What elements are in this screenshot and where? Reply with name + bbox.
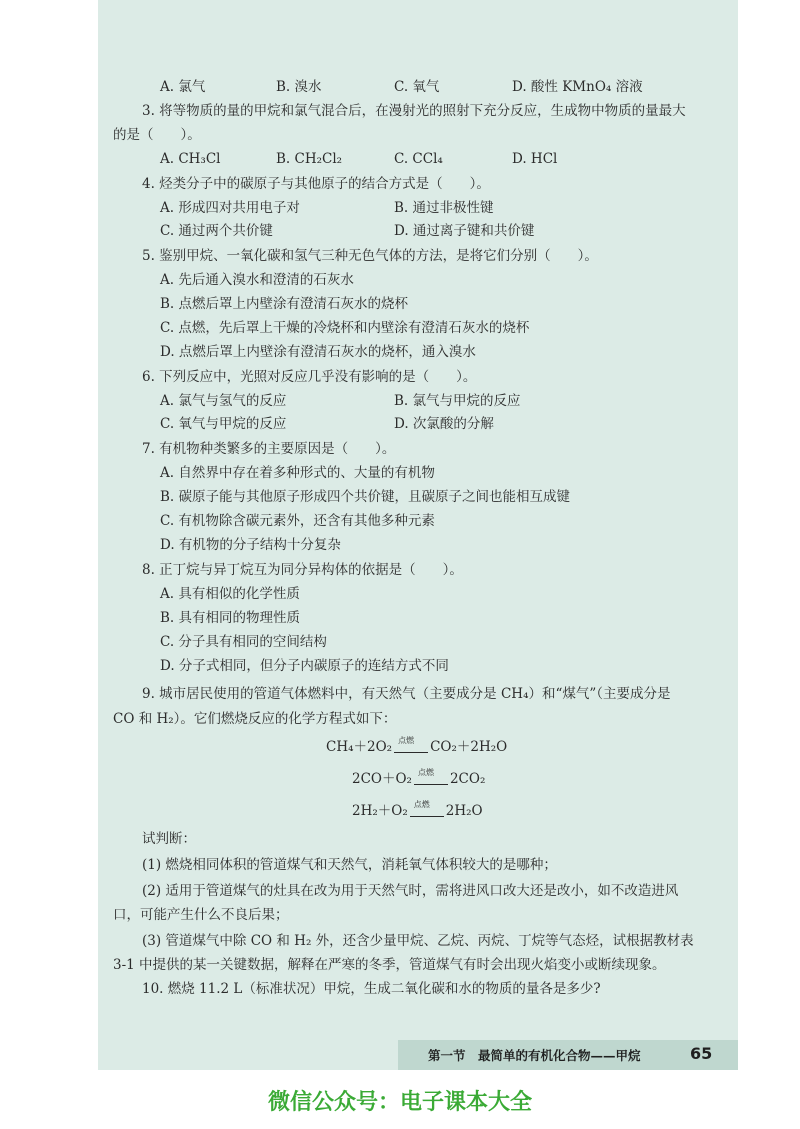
q7-option-a: A. 自然界中存在着多种形式的、大量的有机物 <box>160 465 435 481</box>
q9-part-2-cont: 口，可能产生什么不良后果； <box>113 907 289 923</box>
q5-option-d: D. 点燃后罩上内壁涂有澄清石灰水的烧杯，通入溴水 <box>160 344 476 360</box>
q9-part-3: (3) 管道煤气中除 CO 和 H₂ 外，还含少量甲烷、乙烷、丙烷、丁烷等气态烃，试根据教材表 <box>142 933 694 949</box>
q7-option-d: D. 有机物的分子结构十分复杂 <box>160 537 341 553</box>
arrow-label: 点燃 <box>417 768 434 777</box>
q9-judge-label: 试判断： <box>142 831 196 847</box>
q8-option-b: B. 具有相同的物理性质 <box>160 610 301 626</box>
equation-h2 <box>352 802 483 820</box>
q6-stem: 6. 下列反应中，光照对反应几乎没有影响的是（ ）。 <box>142 369 477 385</box>
q7-stem: 7. 有机物种类繁多的主要原因是（ ）。 <box>142 441 396 457</box>
q9-part-1: (1) 燃烧相同体积的管道煤气和天然气，消耗氧气体积较大的是哪种； <box>142 857 557 873</box>
reaction-arrow <box>394 736 428 753</box>
q2-option-b: B. 溴水 <box>276 79 322 95</box>
q6-option-c: C. 氧气与甲烷的反应 <box>160 416 287 432</box>
q3-stem: 3. 将等物质的量的甲烷和氯气混合后，在漫射光的照射下充分反应，生成物中物质的量最大 <box>142 103 686 119</box>
q9-stem: 9. 城市居民使用的管道气体燃料中，有天然气（主要成分是 CH₄）和“煤气”（主要成分是 <box>142 686 671 702</box>
q5-option-a: A. 先后通入溴水和澄清的石灰水 <box>160 272 354 288</box>
q6-option-a: A. 氯气与氢气的反应 <box>160 393 287 409</box>
q2-option-c: C. 氧气 <box>394 79 440 95</box>
q3-option-b: B. CH₂Cl₂ <box>276 151 343 167</box>
wechat-watermark: 微信公众号：电子课本大全 <box>267 1090 532 1115</box>
q8-stem: 8. 正丁烷与异丁烷互为同分异构体的依据是（ ）。 <box>142 562 463 578</box>
arrow-label: 点燃 <box>398 736 415 745</box>
q2-option-d: D. 酸性 KMnO₄ 溶液 <box>512 79 643 95</box>
q6-option-b: B. 氯气与甲烷的反应 <box>394 393 521 409</box>
eq3-left: 2H₂＋O₂ <box>352 803 408 819</box>
q10-stem: 10. 燃烧 11.2 L（标准状况）甲烷，生成二氧化碳和水的物质的量各是多少? <box>142 981 601 997</box>
equation-methane <box>326 738 507 756</box>
page-number: 65 <box>690 1044 713 1063</box>
q9-part-3-cont: 3-1 中提供的某一关键数据，解释在严寒的冬季，管道煤气有时会出现火焰变小或断续现象。 <box>113 957 666 973</box>
q4-option-d: D. 通过离子键和共价键 <box>394 223 535 239</box>
q7-option-c: C. 有机物除含碳元素外，还含有其他多种元素 <box>160 513 435 529</box>
q2-option-a: A. 氯气 <box>160 79 206 95</box>
q9-stem-cont: CO 和 H₂）。它们燃烧反应的化学方程式如下： <box>113 711 397 727</box>
q4-option-a: A. 形成四对共用电子对 <box>160 200 300 216</box>
q4-option-c: C. 通过两个共价键 <box>160 223 273 239</box>
q5-stem: 5. 鉴别甲烷、一氧化碳和氢气三种无色气体的方法，是将它们分别（ ）。 <box>142 248 598 264</box>
q4-stem: 4. 烃类分子中的碳原子与其他原子的结合方式是（ ）。 <box>142 176 490 192</box>
q7-option-b: B. 碳原子能与其他原子形成四个共价键，且碳原子之间也能相互成键 <box>160 489 571 505</box>
q5-option-c: C. 点燃，先后罩上干燥的冷烧杯和内壁涂有澄清石灰水的烧杯 <box>160 320 530 336</box>
reaction-arrow <box>414 768 448 785</box>
eq1-right: CO₂＋2H₂O <box>430 739 508 755</box>
q3-option-c: C. CCl₄ <box>394 151 443 167</box>
q8-option-c: C. 分子具有相同的空间结构 <box>160 634 327 650</box>
eq1-left: CH₄＋2O₂ <box>326 739 393 755</box>
eq2-left: 2CO＋O₂ <box>352 771 412 787</box>
eq2-right: 2CO₂ <box>449 771 486 787</box>
q3-option-d: D. HCl <box>512 151 558 167</box>
reaction-arrow <box>410 800 444 817</box>
q3-option-a: A. CH₃Cl <box>160 151 221 167</box>
q9-part-2: (2) 适用于管道煤气的灶具在改为用于天然气时，需将进风口改大还是改小，如不改造进风 <box>142 883 679 899</box>
arrow-label: 点燃 <box>413 800 430 809</box>
q8-option-d: D. 分子式相同，但分子内碳原子的连结方式不同 <box>160 658 449 674</box>
equation-co <box>352 770 485 788</box>
q8-option-a: A. 具有相似的化学性质 <box>160 586 300 602</box>
q4-option-b: B. 通过非极性键 <box>394 200 494 216</box>
q3-stem-cont: 的是（ ）。 <box>113 127 201 143</box>
eq3-right: 2H₂O <box>445 803 483 819</box>
section-title: 第一节 最简单的有机化合物——甲烷 <box>428 1048 641 1063</box>
q5-option-b: B. 点燃后罩上内壁涂有澄清石灰水的烧杯 <box>160 296 409 312</box>
q6-option-d: D. 次氯酸的分解 <box>394 416 494 432</box>
